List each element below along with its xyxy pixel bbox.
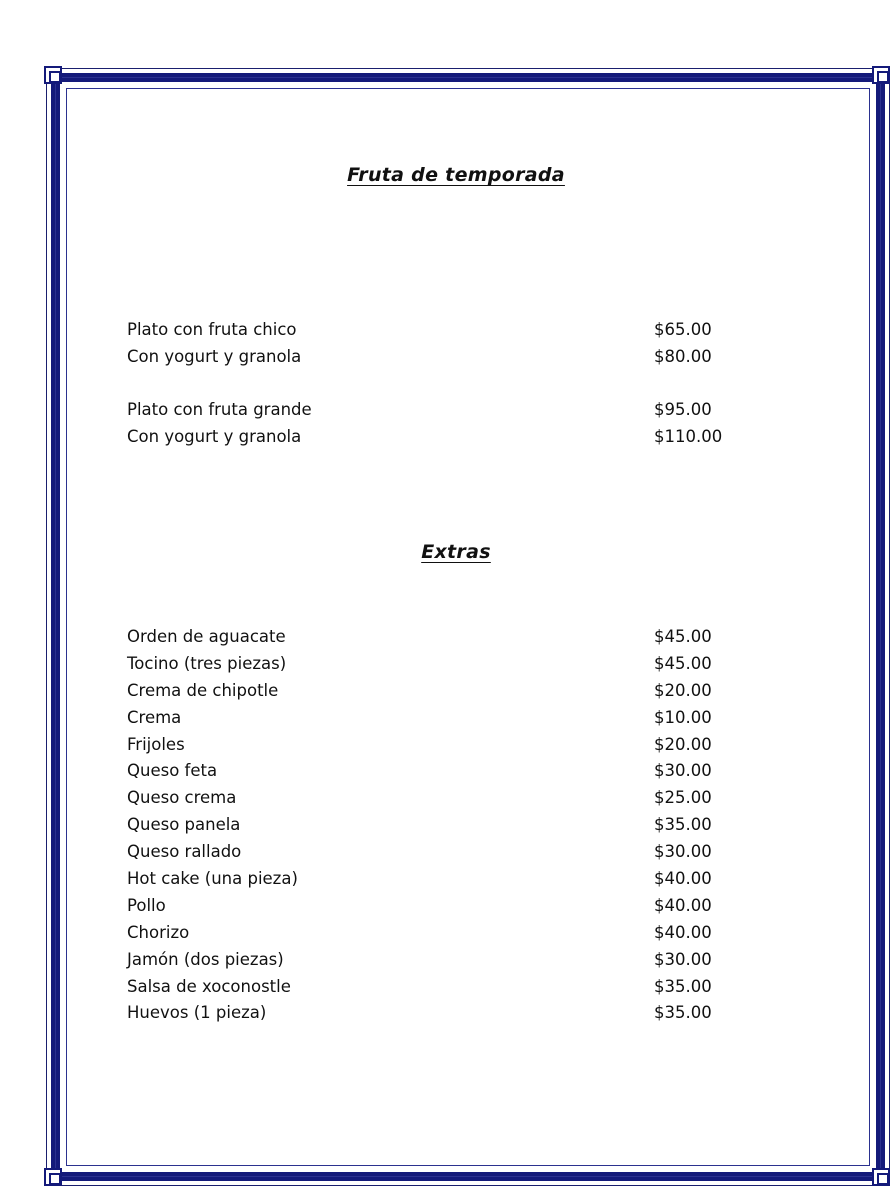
menu-list-fruta-group-2: [127, 397, 747, 451]
menu-item: [127, 678, 747, 705]
menu-item-price: $80.00: [654, 346, 712, 366]
menu-item-name: Huevos (1 pieza): [127, 1003, 267, 1023]
menu-item: [127, 893, 747, 920]
menu-item: [127, 758, 747, 785]
menu-item-name: Crema de chipotle: [127, 680, 279, 700]
menu-item: [127, 1000, 747, 1027]
menu-item: [127, 651, 747, 678]
menu-item: [127, 705, 747, 732]
border-corner-ornament: [44, 1168, 62, 1186]
menu-item: [127, 785, 747, 812]
menu-item-name: Crema: [127, 707, 182, 727]
menu-list-extras: [127, 624, 747, 1027]
menu-item-price: $45.00: [654, 627, 712, 646]
menu-item-price: $35.00: [654, 976, 712, 996]
menu-item-name: Orden de aguacate: [127, 627, 286, 646]
menu-item: [127, 839, 747, 866]
menu-item-name: Chorizo: [127, 922, 190, 942]
menu-item-name: Queso rallado: [127, 842, 242, 862]
menu-item: [127, 424, 747, 451]
menu-item: [127, 344, 747, 371]
menu-item-price: $40.00: [654, 922, 712, 942]
border-corner-ornament: [44, 66, 62, 84]
menu-item-price: $10.00: [654, 707, 712, 727]
menu-item: [127, 974, 747, 1001]
menu-item-price: $110.00: [654, 426, 723, 446]
menu-item-name: Hot cake (una pieza): [127, 869, 298, 889]
menu-item-name: Queso crema: [127, 788, 237, 808]
menu-item-price: $20.00: [654, 680, 712, 700]
menu-item-price: $40.00: [654, 895, 712, 915]
menu-item: [127, 920, 747, 947]
menu-item: [127, 947, 747, 974]
menu-item: [127, 397, 747, 424]
menu-item-price: $30.00: [654, 761, 712, 781]
menu-item-name: Con yogurt y granola: [127, 426, 302, 446]
menu-item-price: $30.00: [654, 842, 712, 862]
menu-item-price: $35.00: [654, 815, 712, 835]
menu-item-name: Salsa de xoconostle: [127, 976, 291, 996]
menu-item-name: Con yogurt y granola: [127, 346, 302, 366]
menu-item-name: Plato con fruta grande: [127, 400, 312, 419]
menu-item-price: $35.00: [654, 1003, 712, 1023]
menu-item-name: Queso panela: [127, 815, 241, 835]
menu-item-price: $30.00: [654, 949, 712, 969]
menu-item-price: $25.00: [654, 788, 712, 808]
menu-item: [127, 812, 747, 839]
menu-item: [127, 317, 747, 344]
menu-item: [127, 624, 747, 651]
menu-item-price: $95.00: [654, 400, 712, 419]
section-title-extras: Extras: [421, 541, 491, 563]
section-title-fruta: Fruta de temporada: [347, 164, 565, 186]
menu-item-name: Tocino (tres piezas): [127, 653, 287, 673]
menu-item-name: Queso feta: [127, 761, 218, 781]
menu-item-price: $20.00: [654, 734, 712, 754]
menu-item-price: $45.00: [654, 653, 712, 673]
menu-item-name: Plato con fruta chico: [127, 320, 297, 339]
menu-item-name: Jamón (dos piezas): [127, 949, 284, 969]
border-corner-ornament: [872, 66, 890, 84]
border-corner-ornament: [872, 1168, 890, 1186]
menu-item: [127, 732, 747, 759]
menu-item-name: Frijoles: [127, 734, 185, 754]
menu-item: [127, 866, 747, 893]
menu-item-name: Pollo: [127, 895, 166, 915]
menu-item-price: $65.00: [654, 320, 712, 339]
menu-item-price: $40.00: [654, 869, 712, 889]
menu-list-fruta-group-1: [127, 317, 747, 371]
